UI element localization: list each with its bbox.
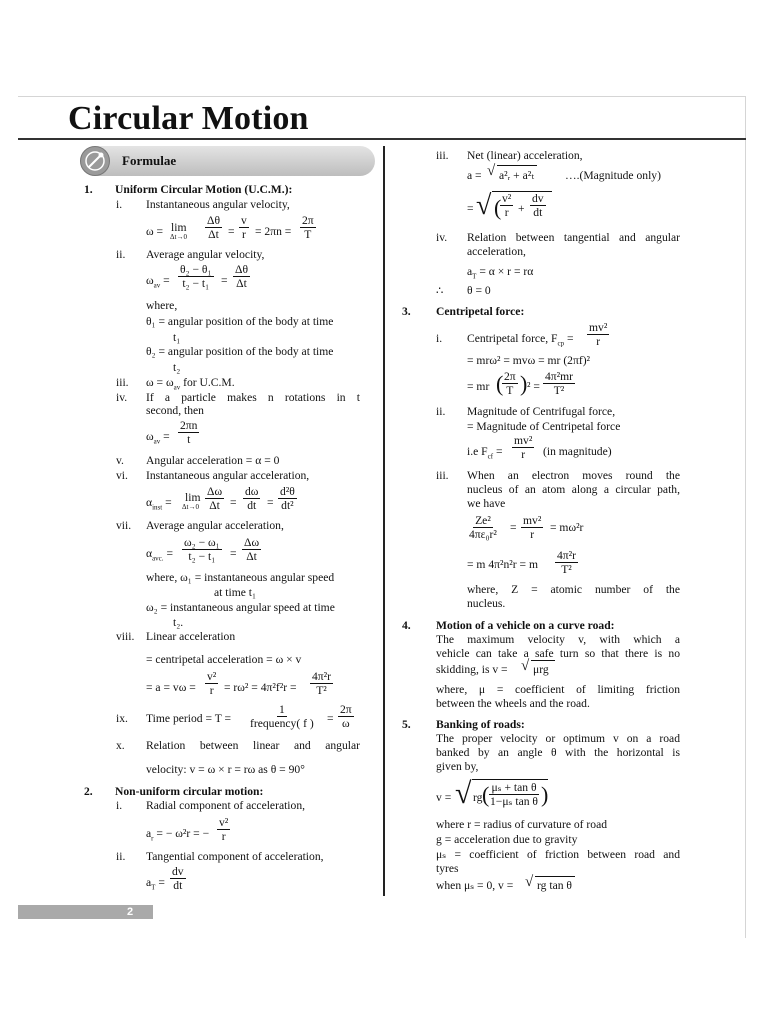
fraction: $\frac{\text{v²}}{r}$ — [219, 816, 229, 844]
paren-close: ) — [541, 782, 549, 807]
fraction: $\frac{\text{Ze²}}{\text{4πε₀r²}}$ — [469, 514, 497, 542]
formula-text: a = — [467, 169, 482, 182]
page-number: 2 — [127, 906, 134, 918]
sqrt-symbol: √ — [487, 163, 496, 179]
page-border-right — [745, 96, 746, 938]
fraction: $\frac{\text{θ₂ − θ₁}}{\text{t₂ − t₁}}$ — [180, 263, 212, 291]
formula-text: + — [518, 202, 525, 215]
formula-text: $\alpha_{avc.}$ = — [146, 547, 173, 563]
fraction: 1 frequency( f ) — [250, 703, 314, 731]
fraction: $\frac{dv}{dt}$ — [532, 192, 544, 220]
item-number: ii. — [116, 850, 126, 863]
formula-text: = a = vω = — [146, 681, 196, 694]
item-number: i. — [436, 332, 443, 345]
item-number: iii. — [116, 376, 129, 389]
formula-text: where r = radius of curvature of road — [436, 818, 608, 831]
formula-text: a²ᵣ + a²ₜ — [499, 169, 535, 182]
sqrt-symbol: √ — [525, 874, 534, 890]
formula-text: $a_T$ = — [146, 876, 165, 892]
fraction: $\frac{\Delta\theta}{\Delta t}$ — [235, 263, 249, 291]
section-heading: Uniform Circular Motion (U.C.M.): — [115, 183, 293, 196]
formula-text: g = acceleration due to gravity — [436, 833, 578, 846]
fraction: $\frac{2\pi}{T}$ — [504, 370, 516, 398]
item-number: v. — [116, 454, 124, 467]
formula-text: = mω²r — [550, 521, 584, 534]
item-number: ii. — [436, 405, 446, 418]
paren-open: ( — [496, 371, 504, 396]
formula-text: Time period = T = — [146, 712, 232, 725]
formula-text: second, then — [146, 404, 204, 417]
fraction: $\frac{\text{μₛ + tan θ}}{\text{1−μₛ tan θ}}$ — [490, 781, 538, 809]
item-number: vii. — [116, 519, 132, 532]
sqrt-bar — [531, 660, 555, 661]
formula-text: when μₛ = 0, v = — [436, 879, 514, 892]
formula-text: θ₂ = angular position of the body at time — [146, 345, 334, 358]
formula-text: μₛ = coefficient of friction between road and — [436, 848, 680, 861]
formula-text: ….(Magnitude only) — [565, 169, 661, 182]
item-number: i. — [116, 799, 123, 812]
page-title: Circular Motion — [68, 100, 309, 137]
formula-text: = 2πn = — [255, 225, 292, 238]
formula-text: = — [221, 274, 228, 287]
section-heading: Banking of roads: — [436, 718, 525, 731]
fraction: $\frac{2\pi}{T}$ — [302, 214, 314, 242]
formula-text: we have — [467, 497, 506, 510]
formula-text: = centripetal acceleration = ω × v — [146, 653, 302, 666]
formula-text: between the wheels and the road. — [436, 697, 590, 710]
fraction: $\frac{\text{mv²}}{r}$ — [523, 514, 542, 542]
sqrt-symbol: √ — [521, 658, 530, 674]
formula-text: velocity: v = ω × r = rω as θ = 90° — [146, 763, 305, 776]
formula-text: Relation between linear and angular — [146, 739, 360, 752]
formula-text: Radial component of acceleration, — [146, 799, 306, 812]
sqrt-bar — [535, 876, 575, 877]
item-number: iv. — [436, 231, 448, 244]
item-number: viii. — [116, 630, 135, 643]
item-number: x. — [116, 739, 125, 752]
formula-text: = Magnitude of Centripetal force — [467, 420, 621, 433]
formula-text: ω₂ = instantaneous angular speed at time — [146, 601, 335, 614]
fraction: $\frac{\text{ω₂ − ω₁}}{\text{t₂ − t₁}}$ — [184, 536, 220, 564]
formula-text: t₂. — [173, 616, 184, 629]
formula-text: nucleus. — [467, 597, 506, 610]
formula-text: Average angular acceleration, — [146, 519, 284, 532]
limit-subscript: Δt→0 — [182, 503, 199, 511]
formula-text: Centripetal force, $F_{cp}$ = — [467, 332, 574, 348]
section-number: 2. — [84, 785, 93, 798]
banner-label: Formulae — [122, 153, 177, 168]
physics-icon — [80, 146, 110, 176]
fraction: $\frac{\text{mv²}}{r}$ — [514, 434, 533, 462]
formula-text: = m 4π²n²r = m — [467, 558, 538, 571]
formula-text: nucleus of an atom along a circular path, — [467, 483, 680, 496]
item-number: ii. — [116, 248, 126, 261]
fraction: $\frac{dv}{dt}$ — [172, 865, 184, 893]
section-heading: Centripetal force: — [436, 305, 525, 318]
formula-text: $a_T = \alpha \times r = r\alpha$ — [467, 265, 534, 281]
limit-subscript: Δt→0 — [170, 233, 187, 241]
formula-text: $\omega_{av}$ = — [146, 274, 170, 290]
formula-text: Angular acceleration = α = 0 — [146, 454, 280, 467]
item-number: iv. — [116, 391, 128, 404]
fraction: $\frac{\text{v²}}{r}$ — [502, 192, 512, 220]
formula-text: tyres — [436, 862, 459, 875]
formula-text: where, μ = coefficient of limiting friction — [436, 683, 680, 696]
fraction: $\frac{\text{4π²r}}{\text{T²}}$ — [557, 549, 576, 577]
paren-close: ) — [520, 371, 528, 396]
fraction: $\frac{\text{d²θ}}{\text{dt²}}$ — [280, 485, 295, 513]
formula-text: $a_r$ = − ω²r = − — [146, 827, 210, 843]
formula-text: vehicle can take a safe turn so that there is no — [436, 647, 680, 660]
formula-text: t₂ — [173, 361, 181, 374]
formula-text: θ = 0 — [467, 284, 491, 297]
limit: lim — [185, 491, 201, 504]
fraction: $\frac{\Delta\omega}{\Delta t}$ — [207, 485, 223, 513]
formula-text: ∴ — [436, 284, 444, 297]
fraction: $\frac{\text{mv²}}{r}$ — [589, 321, 608, 349]
fraction: $\frac{2\pi}{\omega}$ — [340, 703, 352, 731]
formula-text: v = — [436, 791, 452, 804]
formula-text: ² = — [527, 380, 540, 393]
formula-text: μrg — [533, 663, 549, 676]
fraction: $\frac{2\pi n}{t}$ — [180, 419, 198, 447]
formula-text: where, Z = atomic number of the — [467, 583, 680, 596]
formula-text: at time t₁ — [214, 586, 257, 599]
formula-text: Linear acceleration — [146, 630, 236, 643]
limit: lim — [171, 221, 187, 234]
formula-text: = mr — [467, 380, 490, 393]
formula-text: acceleration, — [467, 245, 526, 258]
formula-text: rg — [473, 791, 483, 804]
section-heading: Motion of a vehicle on a curve road: — [436, 619, 615, 632]
formula-text: t₁ — [173, 331, 181, 344]
section-number: 5. — [402, 718, 411, 731]
fraction: $\frac{\text{v²}}{r}$ — [207, 670, 217, 698]
formula-text: ω = — [146, 225, 164, 238]
formula-text: Average angular velocity, — [146, 248, 265, 261]
formula-text: given by, — [436, 760, 479, 773]
formula-text: = mrω² = mvω = mr (2πf)² — [467, 354, 591, 367]
sqrt-symbol: √ — [455, 777, 472, 810]
formula-text: Magnitude of Centrifugal force, — [467, 405, 616, 418]
formula-text: = — [467, 202, 474, 215]
item-number: vi. — [116, 469, 128, 482]
formula-text: $\alpha_{inst}$ = — [146, 496, 172, 512]
item-number: i. — [116, 198, 123, 211]
fraction: $\frac{\text{4π²r}}{\text{T²}}$ — [312, 670, 331, 698]
item-number: iii. — [436, 149, 449, 162]
formula-text: When an electron moves round the — [467, 469, 680, 482]
formula-text: (in magnitude) — [543, 445, 612, 458]
section-number: 4. — [402, 619, 411, 632]
section-number: 1. — [84, 183, 93, 196]
item-number: iii. — [436, 469, 449, 482]
formula-text: where, ω₁ = instantaneous angular speed — [146, 571, 335, 584]
formula-text: θ₁ = angular position of the body at time — [146, 315, 334, 328]
formula-text: skidding, is v = — [436, 663, 508, 676]
formula-text: Relation between tangential and angular — [467, 231, 680, 244]
formula-text: rg tan θ — [537, 879, 572, 892]
sqrt-bar — [472, 779, 548, 780]
formula-text: Instantaneous angular velocity, — [146, 198, 290, 211]
fraction: $\frac{\Delta\theta}{\Delta t}$ — [207, 214, 221, 242]
formula-text: The maximum velocity v, with which a — [436, 633, 680, 646]
formula-text: = — [230, 496, 237, 509]
page-border — [18, 96, 746, 97]
sqrt-bar — [497, 165, 537, 166]
title-underline — [18, 138, 746, 140]
formula-text: Instantaneous angular acceleration, — [146, 469, 310, 482]
sqrt-symbol: √ — [476, 190, 492, 221]
formula-text: i.e $F_{cf}$ = — [467, 445, 503, 461]
paren-open: ( — [482, 782, 490, 807]
paren-open: ( — [494, 195, 502, 220]
fraction: $\frac{v}{r}$ — [241, 214, 247, 242]
fraction: $\frac{\Delta\omega}{\Delta t}$ — [244, 536, 260, 564]
formula-text: = — [228, 225, 235, 238]
formula-text: $\omega = \omega_{av}$ for U.C.M. — [146, 376, 235, 392]
item-number: ix. — [116, 712, 128, 725]
formula-text: = rω² = 4π²f²r = — [224, 681, 297, 694]
formula-text: = — [230, 547, 237, 560]
column-divider — [383, 146, 385, 896]
fraction: $\frac{d\omega}{dt}$ — [245, 485, 259, 513]
formula-text: $\omega_{av}$ = — [146, 430, 170, 446]
section-number: 3. — [402, 305, 411, 318]
formula-text: The proper velocity or optimum v on a road — [436, 732, 680, 745]
formula-text: = — [327, 712, 334, 725]
formula-text: = — [510, 521, 517, 534]
formula-text: = — [267, 496, 274, 509]
formula-text: Tangential component of acceleration, — [146, 850, 324, 863]
formula-text: If a particle makes n rotations in t — [146, 391, 360, 404]
fraction: $\frac{\text{4π²mr}}{\text{T²}}$ — [545, 370, 574, 398]
formula-text: Net (linear) acceleration, — [467, 149, 583, 162]
formula-text: where, — [146, 299, 178, 312]
formula-text: banked by an angle θ with the horizontal is — [436, 746, 680, 759]
section-heading: Non-uniform circular motion: — [115, 785, 264, 798]
